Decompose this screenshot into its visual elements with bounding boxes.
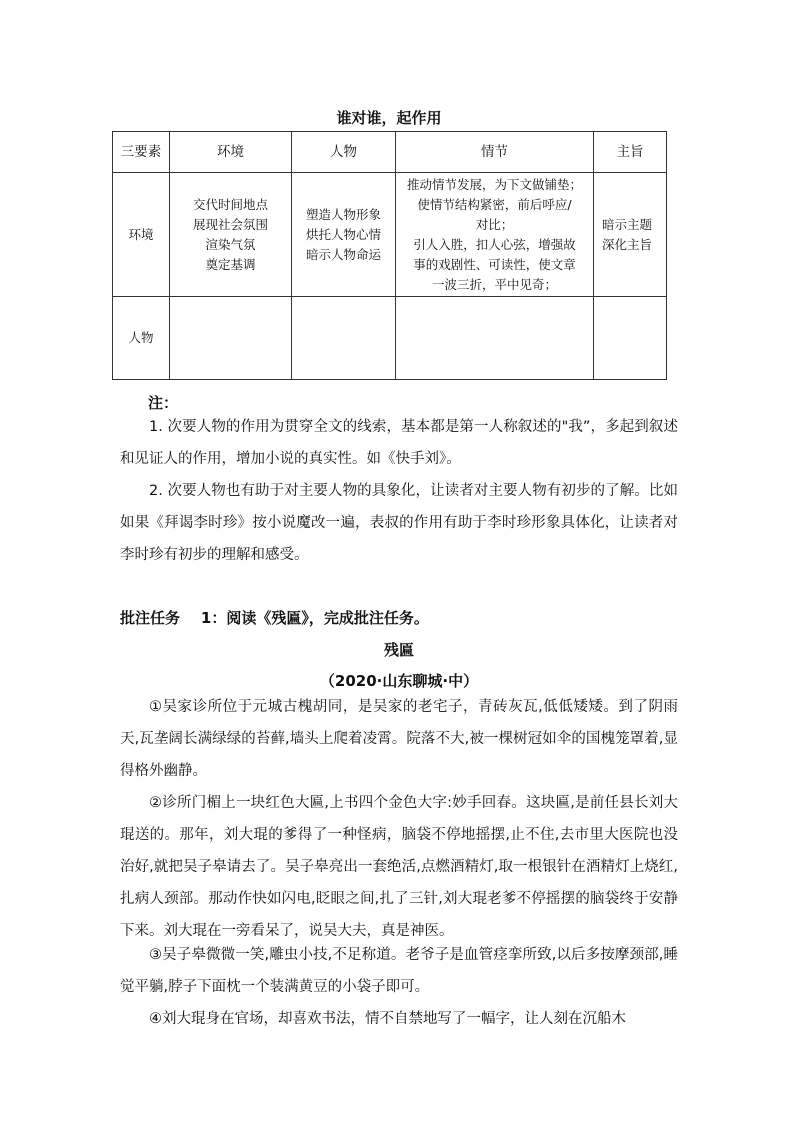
cell-line: 对比； — [475, 216, 514, 232]
cell-line: 暗示主题 — [602, 216, 653, 232]
empty-cell — [292, 297, 396, 380]
story-paragraph-1: ①吴家诊所位于元城古槐胡同，是吴家的老宅子，青砖灰瓦,低低矮矮。到了阴雨天,瓦垄阔长满绿绿的苔藓,墙头上爬着凌霄。院落不大,被一棵树冠如伞的国槐笼罩着,显得格外幽静。 — [120, 699, 678, 779]
cell-line: 交代时间地点 — [192, 196, 268, 212]
row-label: 人物 — [113, 297, 170, 380]
cell-line: 塑造人物形象 — [305, 206, 381, 222]
character-effects-cell — [292, 173, 396, 297]
story-paragraph-3: ③吴子皋微微一笑,雕虫小技,不足称道。老爷子是血管痉挛所致,以后多按摩颈部,睡觉平躺,脖子下面枕一个装满黄豆的小袋子即可。 — [120, 947, 678, 995]
cell-line: 展现社会氛围 — [192, 216, 268, 232]
note-item-1: 1. 次要人物的作用为贯穿全文的线索，基本都是第一人称叙述的"我”，多起到叙述和见证人的作用，增加小说的真实性。如《快手刘》。 — [120, 419, 678, 467]
header-cell-elements: 三要素 — [113, 132, 170, 173]
header-cell-theme: 主旨 — [594, 132, 667, 173]
cell-line: 烘托人物心情 — [305, 226, 381, 242]
cell-line: 渲染气氛 — [205, 236, 256, 252]
cell-line: 暗示人物命运 — [305, 246, 381, 262]
story-title: 残匾 — [383, 641, 414, 659]
empty-cell — [594, 297, 667, 380]
environment-effects-cell — [170, 173, 292, 297]
cell-line: 一波三折，平中见奇； — [431, 276, 557, 292]
story-paragraph-2: ②诊所门楣上一块红色大匾,上书四个金色大字:妙手回春。这块匾,是前任县长刘大琨送的。那年，刘大琨的爹得了一种怪病，脑袋不停地摇摆,止不住,去市里大医院也没治好,就把吴子皋请去了。吴子皋亮出一套绝活,点燃酒精灯,取一根银针在酒精灯上烧红,扎病人颈部。那动作快如闪电,眨眼之间,扎了三针,刘大琨老爹不停摇摆的脑袋终于安静下来。刘大琨在一旁看呆了，说吴大夫，真是神医。 — [120, 795, 678, 939]
summary-table — [112, 131, 667, 380]
cell-line: 推动情节发展，为下文做铺垫； — [406, 176, 582, 192]
cell-line: 深化主旨 — [602, 236, 653, 252]
plot-effects-cell — [396, 173, 594, 297]
row-label: 环境 — [113, 173, 170, 297]
table-row — [113, 173, 667, 297]
header-cell-environment: 环境 — [170, 132, 292, 173]
notes-label: 注： — [148, 394, 179, 412]
cell-line: 引人入胜，扣人心弦，增强故 — [413, 236, 576, 252]
story-source: （2020·山东聊城·中） — [319, 672, 479, 690]
table-title: 谁对谁，起作用 — [336, 109, 442, 127]
header-cell-plot: 情节 — [396, 132, 594, 173]
cell-line: 使情节结构紧密，前后呼应/ — [417, 196, 572, 212]
cell-line: 奠定基调 — [205, 256, 256, 272]
note-item-2: 2. 次要人物也有助于对主要人物的具象化，让读者对主要人物有初步的了解。比如如果《拜谒李时珍》按小说魔改一遍，表叔的作用有助于李时珍形象具体化，让读者对李时珍有初步的理解和感受。 — [120, 483, 678, 563]
task-title: 批注任务 1：阅读《残匾》，完成批注任务。 — [120, 609, 429, 627]
empty-cell — [170, 297, 292, 380]
cell-line: 事的戏剧性、可读性，使文章 — [413, 256, 576, 272]
table-row — [113, 297, 667, 380]
story-paragraph-4: ④刘大琨身在官场，却喜欢书法，情不自禁地写了一幅字，让人刻在沉船木 — [149, 1011, 626, 1027]
header-cell-character: 人物 — [292, 132, 396, 173]
empty-cell — [396, 297, 594, 380]
table-header-row — [113, 132, 667, 173]
theme-effects-cell — [594, 173, 667, 297]
